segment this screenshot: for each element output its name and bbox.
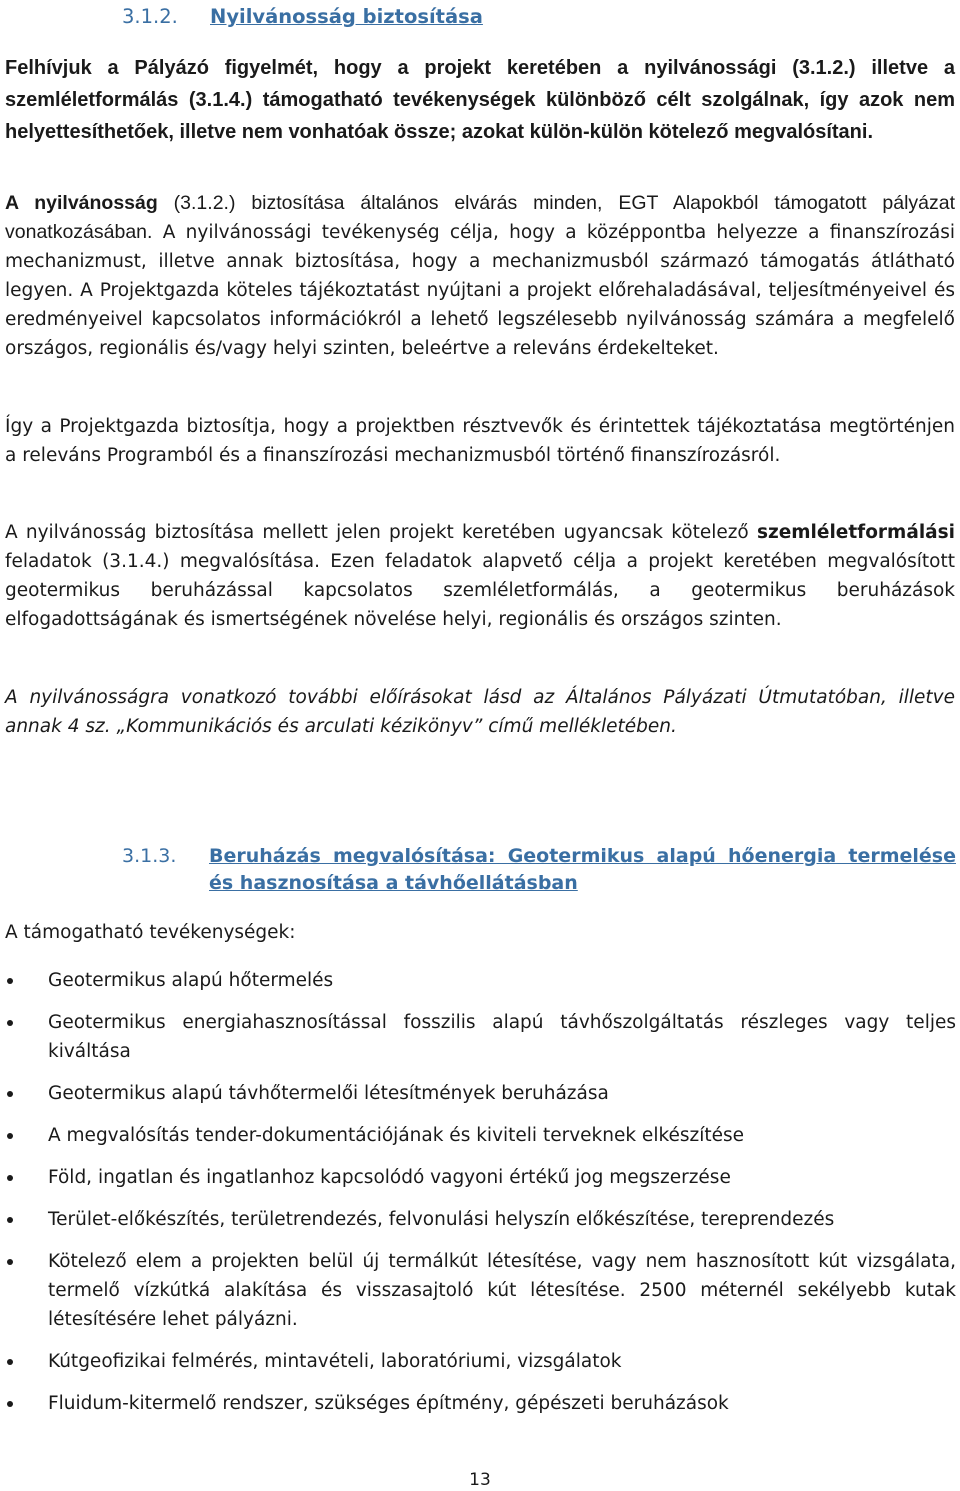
bullet-icon — [7, 1175, 13, 1181]
list-item — [0, 966, 956, 995]
activities-list — [0, 966, 956, 1431]
paragraph-part2: feladatok (3.1.4.) megvalósítása. Ezen feladatok alapvető célja a projekt keretében megvalósított geotermikus beruházással kapcsolatos szemléletformálás, a geotermikus beruházások elfogadottságának és ismertségének növelése helyi, regionális és országos szinten. — [5, 551, 955, 630]
paragraph-publicity — [5, 189, 955, 363]
bullet-icon — [7, 1359, 13, 1365]
bullet-icon — [7, 978, 13, 984]
paragraph-body: A nyilvánossági tevékenység célja, hogy a középpontba helyezze a finanszírozási mechanizmust, illetve annak biztosítása, hogy a mechanizmusból származó támogatás átlátható legyen. A Projektgazda köteles tájékoztatást nyújtani a projekt előrehaladásával, teljesítményeivel és eredményeivel kapcsolatos információkról a lehető legszélesebb nyilvánosság számára a megfelelő országos, regionális és/vagy helyi szinten, beleértve a releváns érdekelteket. — [5, 222, 955, 359]
list-item — [0, 1163, 956, 1192]
list-item-text: Kötelező elem a projekten belül új termálkút létesítése, vagy nem hasznosított kút vizsgálata, termelő vízkútká alakítása és visszasajtoló kút létesítése. 2500 méternél sekélyebb kutak létesítésére lehet pályázni. — [48, 1251, 956, 1330]
list-item-text: Fluidum-kitermelő rendszer, szükséges építmény, gépészeti beruházások — [48, 1393, 729, 1414]
list-item — [0, 1079, 956, 1108]
paragraph-project-owner: Így a Projektgazda biztosítja, hogy a projektben résztvevők és érintettek tájékoztatása megtörténjen a releváns Programból és a finanszírozási mechanizmusból történő finanszírozásról. — [5, 416, 955, 466]
section-title: Nyilvánosság biztosítása — [210, 5, 483, 28]
section-heading-3-1-3 — [122, 843, 956, 897]
bullet-icon — [7, 1259, 13, 1265]
section-number: 3.1.3. — [122, 845, 177, 867]
list-item — [0, 1121, 956, 1150]
bullet-icon — [7, 1020, 13, 1026]
paragraph-reference: A nyilvánosságra vonatkozó további előírásokat lásd az Általános Pályázati Útmutatóban, illetve annak 4 sz. „Kommunikációs és arculati kézikönyv” című mellékletében. — [5, 687, 955, 737]
bullet-icon — [7, 1217, 13, 1223]
paragraph-part1: A nyilvánosság biztosítása mellett jelen projekt keretében ugyancsak kötelező — [5, 522, 757, 543]
list-item-text: Kútgeofizikai felmérés, mintavételi, laboratóriumi, vizsgálatok — [48, 1351, 622, 1372]
paragraph-notice: Felhívjuk a Pályázó figyelmét, hogy a projekt keretében a nyilvánossági (3.1.2.) illetve a szemléletformálás (3.1.4.) támogatható tevékenységek különböző célt szolgálnak, így azok nem helyettesíthetőek, illetve nem vonhatóak össze; azokat külön-külön kötelező megvalósítani. — [5, 57, 955, 143]
activities-intro: A támogatható tevékenységek: — [5, 922, 296, 943]
list-item-text: Terület-előkészítés, területrendezés, felvonulási helyszín előkészítése, tereprendezés — [48, 1209, 835, 1230]
list-item — [0, 1205, 956, 1234]
list-item — [0, 1008, 956, 1066]
list-item-text: Föld, ingatlan és ingatlanhoz kapcsolódó vagyoni értékű jog megszerzése — [48, 1167, 731, 1188]
paragraph-lead-rest: (3.1.2.) biztosítása általános elvárás minden, EGT Alapokból támogatott pályázat vonatkozásában. — [5, 192, 956, 243]
bullet-icon — [7, 1133, 13, 1139]
bullet-icon — [7, 1091, 13, 1097]
section-title: Beruházás megvalósítása: Geotermikus alapú hőenergia termelése és hasznosítása a távhőellátásban — [209, 845, 956, 894]
page-number: 13 — [469, 1470, 491, 1490]
section-number: 3.1.2. — [122, 5, 178, 28]
section-heading-3-1-2 — [122, 5, 483, 28]
paragraph-awareness — [5, 518, 955, 634]
paragraph-lead-bold: A nyilvánosság — [5, 192, 158, 214]
list-item — [0, 1247, 956, 1334]
list-item-text: A megvalósítás tender-dokumentációjának és kiviteli terveknek elkészítése — [48, 1125, 745, 1146]
paragraph-bold-term: szemléletformálási — [756, 522, 955, 543]
list-item-text: Geotermikus energiahasznosítással fosszilis alapú távhőszolgáltatás részleges vagy teljes kiváltása — [48, 1012, 956, 1062]
list-item-text: Geotermikus alapú hőtermelés — [48, 970, 334, 991]
list-item — [0, 1347, 956, 1376]
list-item — [0, 1389, 956, 1418]
list-item-text: Geotermikus alapú távhőtermelői létesítmények beruházása — [48, 1083, 609, 1104]
bullet-icon — [7, 1401, 13, 1407]
